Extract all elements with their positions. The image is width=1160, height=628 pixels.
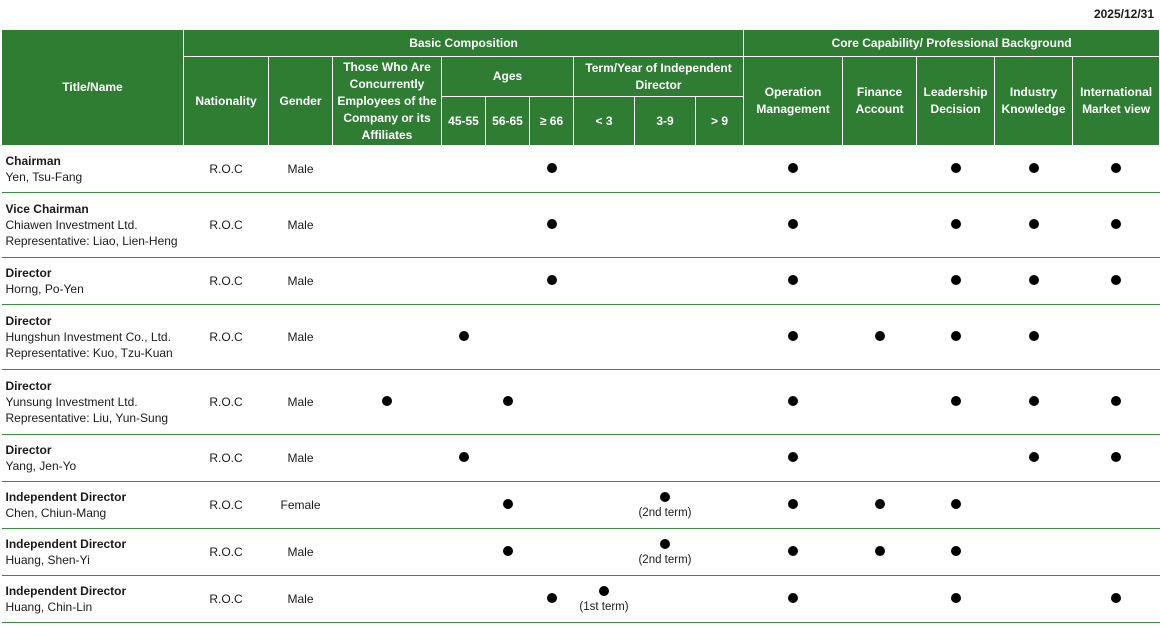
- operation-cell: [744, 370, 843, 435]
- operation-cell: [744, 193, 843, 258]
- international-cell: [1073, 146, 1160, 193]
- operation-cell: [744, 529, 843, 576]
- employee-cell: [333, 258, 442, 305]
- international-cell: [1073, 529, 1160, 576]
- report-date: 2025/12/31: [1093, 7, 1154, 21]
- nationality-cell: R.O.C: [184, 258, 269, 305]
- director-name: Yang, Jen-Yo: [5, 459, 77, 473]
- term-cell-lt3: [574, 435, 635, 482]
- nationality-cell: R.O.C: [184, 305, 269, 370]
- header-international: International Market view: [1073, 57, 1160, 146]
- age-cell-56-65: [486, 370, 530, 435]
- finance-cell: [843, 305, 917, 370]
- header-age-45-55: 45-55: [442, 97, 486, 146]
- gender-cell: Male: [269, 435, 333, 482]
- header-nationality: Nationality: [184, 57, 269, 146]
- director-role: Independent Director: [5, 490, 127, 504]
- gender-cell: Male: [269, 370, 333, 435]
- check-dot-icon: [951, 163, 961, 173]
- header-leadership: Leadership Decision: [917, 57, 995, 146]
- check-dot-icon: [1111, 452, 1121, 462]
- term-cell-gt9: [696, 370, 744, 435]
- industry-cell: [995, 146, 1073, 193]
- header-term: Term/Year of Independent Director: [574, 57, 744, 97]
- international-cell: [1073, 576, 1160, 623]
- nationality-cell: R.O.C: [184, 193, 269, 258]
- check-dot-icon: [503, 499, 513, 509]
- term-cell-3-9: [635, 146, 696, 193]
- header-operation: Operation Management: [744, 57, 843, 146]
- employee-cell: [333, 482, 442, 529]
- age-cell-56-65: [486, 146, 530, 193]
- term-cell-gt9: [696, 146, 744, 193]
- header-finance: Finance Account: [843, 57, 917, 146]
- check-dot-icon: [951, 331, 961, 341]
- international-cell: [1073, 258, 1160, 305]
- table-row: [2, 370, 1160, 435]
- term-cell-3-9: [635, 529, 696, 576]
- leadership-cell: [917, 146, 995, 193]
- director-name-cell: [2, 193, 184, 258]
- leadership-cell: [917, 482, 995, 529]
- term-note: (1st term): [579, 600, 629, 613]
- check-dot-icon: [547, 219, 557, 229]
- age-cell-66: [530, 193, 574, 258]
- check-dot-icon: [875, 546, 885, 556]
- finance-cell: [843, 370, 917, 435]
- operation-cell: [744, 435, 843, 482]
- age-cell-56-65: [486, 482, 530, 529]
- operation-cell: [744, 576, 843, 623]
- check-dot-icon: [788, 593, 798, 603]
- director-name: Horng, Po-Yen: [5, 282, 84, 296]
- age-cell-45-55: [442, 258, 486, 305]
- term-cell-lt3: [574, 193, 635, 258]
- director-role: Independent Director: [5, 537, 127, 551]
- check-dot-icon: [951, 546, 961, 556]
- director-name-cell: [2, 146, 184, 193]
- age-cell-56-65: [486, 305, 530, 370]
- check-dot-icon: [788, 219, 798, 229]
- director-role: Director: [5, 379, 52, 393]
- employee-cell: [333, 370, 442, 435]
- term-cell-gt9: [696, 529, 744, 576]
- check-dot-icon: [788, 452, 798, 462]
- age-cell-56-65: [486, 435, 530, 482]
- check-dot-icon: [503, 396, 513, 406]
- age-cell-45-55: [442, 193, 486, 258]
- term-cell-lt3: [574, 146, 635, 193]
- director-name: Hungshun Investment Co., Ltd.: [5, 330, 171, 344]
- term-cell-3-9: [635, 482, 696, 529]
- check-dot-icon: [547, 593, 557, 603]
- check-dot-icon: [459, 331, 469, 341]
- check-dot-icon: [951, 275, 961, 285]
- director-name-cell: [2, 370, 184, 435]
- age-cell-45-55: [442, 146, 486, 193]
- check-dot-icon: [951, 396, 961, 406]
- nationality-cell: R.O.C: [184, 482, 269, 529]
- check-dot-icon: [660, 492, 670, 502]
- term-cell-gt9: [696, 305, 744, 370]
- header-term-lt3: < 3: [574, 97, 635, 146]
- term-cell-3-9: [635, 576, 696, 623]
- check-dot-icon: [547, 163, 557, 173]
- director-role: Chairman: [5, 154, 61, 168]
- term-note: (2nd term): [638, 506, 692, 519]
- check-dot-icon: [788, 163, 798, 173]
- employee-cell: [333, 435, 442, 482]
- term-cell-lt3: [574, 258, 635, 305]
- age-cell-45-55: [442, 305, 486, 370]
- international-cell: [1073, 370, 1160, 435]
- director-name: Yen, Tsu-Fang: [5, 170, 83, 184]
- check-dot-icon: [951, 593, 961, 603]
- director-name-cell: [2, 576, 184, 623]
- board-diversity-table: [1, 29, 1160, 623]
- leadership-cell: [917, 435, 995, 482]
- term-cell-3-9: [635, 305, 696, 370]
- director-role: Director: [5, 443, 52, 457]
- term-cell-3-9: [635, 435, 696, 482]
- age-cell-66: [530, 258, 574, 305]
- term-cell-lt3: [574, 576, 635, 623]
- age-cell-66: [530, 370, 574, 435]
- nationality-cell: R.O.C: [184, 576, 269, 623]
- check-dot-icon: [660, 539, 670, 549]
- leadership-cell: [917, 370, 995, 435]
- director-name: Huang, Chin-Lin: [5, 600, 93, 614]
- industry-cell: [995, 258, 1073, 305]
- leadership-cell: [917, 193, 995, 258]
- table-row: [2, 576, 1160, 623]
- leadership-cell: [917, 258, 995, 305]
- international-cell: [1073, 482, 1160, 529]
- check-dot-icon: [459, 452, 469, 462]
- table-row: [2, 258, 1160, 305]
- leadership-cell: [917, 305, 995, 370]
- nationality-cell: R.O.C: [184, 435, 269, 482]
- director-role: Vice Chairman: [5, 202, 89, 216]
- header-gender: Gender: [269, 57, 333, 146]
- nationality-cell: R.O.C: [184, 529, 269, 576]
- header-title-name: Title/Name: [2, 30, 184, 146]
- age-cell-45-55: [442, 370, 486, 435]
- term-note: (2nd term): [638, 553, 692, 566]
- gender-cell: Male: [269, 576, 333, 623]
- gender-cell: Male: [269, 146, 333, 193]
- term-cell-gt9: [696, 193, 744, 258]
- gender-cell: Male: [269, 258, 333, 305]
- industry-cell: [995, 370, 1073, 435]
- header-ages: Ages: [442, 57, 574, 97]
- check-dot-icon: [1111, 593, 1121, 603]
- director-name-cell: [2, 305, 184, 370]
- finance-cell: [843, 435, 917, 482]
- director-name-cell: [2, 258, 184, 305]
- finance-cell: [843, 482, 917, 529]
- term-cell-lt3: [574, 305, 635, 370]
- industry-cell: [995, 435, 1073, 482]
- check-dot-icon: [1111, 396, 1121, 406]
- age-cell-66: [530, 529, 574, 576]
- age-cell-66: [530, 482, 574, 529]
- industry-cell: [995, 193, 1073, 258]
- header-age-66: ≥ 66: [530, 97, 574, 146]
- age-cell-56-65: [486, 258, 530, 305]
- director-name: Chiawen Investment Ltd.: [5, 218, 138, 232]
- director-role: Director: [5, 266, 52, 280]
- check-dot-icon: [1111, 219, 1121, 229]
- finance-cell: [843, 146, 917, 193]
- operation-cell: [744, 258, 843, 305]
- check-dot-icon: [788, 546, 798, 556]
- director-name: Huang, Shen-Yi: [5, 553, 90, 567]
- finance-cell: [843, 576, 917, 623]
- employee-cell: [333, 305, 442, 370]
- age-cell-66: [530, 576, 574, 623]
- director-name-cell: [2, 529, 184, 576]
- industry-cell: [995, 529, 1073, 576]
- table-row: [2, 435, 1160, 482]
- check-dot-icon: [875, 331, 885, 341]
- director-name-cell: [2, 435, 184, 482]
- gender-cell: Male: [269, 529, 333, 576]
- employee-cell: [333, 193, 442, 258]
- check-dot-icon: [788, 396, 798, 406]
- check-dot-icon: [1029, 396, 1039, 406]
- check-dot-icon: [788, 499, 798, 509]
- nationality-cell: R.O.C: [184, 370, 269, 435]
- header-basic-composition: Basic Composition: [184, 30, 744, 57]
- term-cell-lt3: [574, 529, 635, 576]
- check-dot-icon: [1029, 452, 1039, 462]
- age-cell-45-55: [442, 482, 486, 529]
- term-cell-gt9: [696, 258, 744, 305]
- check-dot-icon: [1029, 163, 1039, 173]
- industry-cell: [995, 305, 1073, 370]
- age-cell-56-65: [486, 576, 530, 623]
- operation-cell: [744, 146, 843, 193]
- table-row: [2, 529, 1160, 576]
- international-cell: [1073, 305, 1160, 370]
- check-dot-icon: [1029, 219, 1039, 229]
- age-cell-66: [530, 146, 574, 193]
- term-cell-3-9: [635, 193, 696, 258]
- director-name-cell: [2, 482, 184, 529]
- check-dot-icon: [951, 219, 961, 229]
- check-dot-icon: [503, 546, 513, 556]
- operation-cell: [744, 305, 843, 370]
- term-cell-lt3: [574, 482, 635, 529]
- employee-cell: [333, 529, 442, 576]
- header-employees: Those Who Are Concurrently Employees of the Company or its Affiliates: [333, 57, 442, 146]
- check-dot-icon: [599, 586, 609, 596]
- gender-cell: Male: [269, 305, 333, 370]
- table-row: [2, 305, 1160, 370]
- check-dot-icon: [1029, 275, 1039, 285]
- term-cell-3-9: [635, 370, 696, 435]
- table-row: [2, 482, 1160, 529]
- finance-cell: [843, 258, 917, 305]
- leadership-cell: [917, 576, 995, 623]
- international-cell: [1073, 193, 1160, 258]
- finance-cell: [843, 193, 917, 258]
- director-role: Independent Director: [5, 584, 127, 598]
- age-cell-56-65: [486, 193, 530, 258]
- nationality-cell: R.O.C: [184, 146, 269, 193]
- term-cell-lt3: [574, 370, 635, 435]
- age-cell-45-55: [442, 435, 486, 482]
- industry-cell: [995, 576, 1073, 623]
- check-dot-icon: [875, 499, 885, 509]
- header-term-gt9: > 9: [696, 97, 744, 146]
- header-industry: Industry Knowledge: [995, 57, 1073, 146]
- international-cell: [1073, 435, 1160, 482]
- director-role: Director: [5, 314, 52, 328]
- age-cell-45-55: [442, 576, 486, 623]
- term-cell-gt9: [696, 435, 744, 482]
- check-dot-icon: [951, 499, 961, 509]
- check-dot-icon: [547, 275, 557, 285]
- header-age-56-65: 56-65: [486, 97, 530, 146]
- age-cell-56-65: [486, 529, 530, 576]
- leadership-cell: [917, 529, 995, 576]
- employee-cell: [333, 576, 442, 623]
- director-name: Chen, Chiun-Mang: [5, 506, 107, 520]
- employee-cell: [333, 146, 442, 193]
- check-dot-icon: [1111, 163, 1121, 173]
- operation-cell: [744, 482, 843, 529]
- table-row: [2, 146, 1160, 193]
- term-cell-gt9: [696, 482, 744, 529]
- check-dot-icon: [1029, 331, 1039, 341]
- table-row: [2, 193, 1160, 258]
- director-representative: Representative: Kuo, Tzu-Kuan: [5, 346, 173, 360]
- header-core-capability: Core Capability/ Professional Background: [744, 30, 1160, 57]
- term-cell-gt9: [696, 576, 744, 623]
- director-name: Yunsung Investment Ltd.: [5, 395, 138, 409]
- director-representative: Representative: Liu, Yun-Sung: [5, 411, 169, 425]
- director-representative: Representative: Liao, Lien-Heng: [5, 234, 178, 248]
- check-dot-icon: [1111, 275, 1121, 285]
- check-dot-icon: [788, 275, 798, 285]
- age-cell-66: [530, 435, 574, 482]
- header-term-3-9: 3-9: [635, 97, 696, 146]
- industry-cell: [995, 482, 1073, 529]
- check-dot-icon: [382, 396, 392, 406]
- gender-cell: Female: [269, 482, 333, 529]
- age-cell-66: [530, 305, 574, 370]
- finance-cell: [843, 529, 917, 576]
- check-dot-icon: [788, 331, 798, 341]
- gender-cell: Male: [269, 193, 333, 258]
- age-cell-45-55: [442, 529, 486, 576]
- term-cell-3-9: [635, 258, 696, 305]
